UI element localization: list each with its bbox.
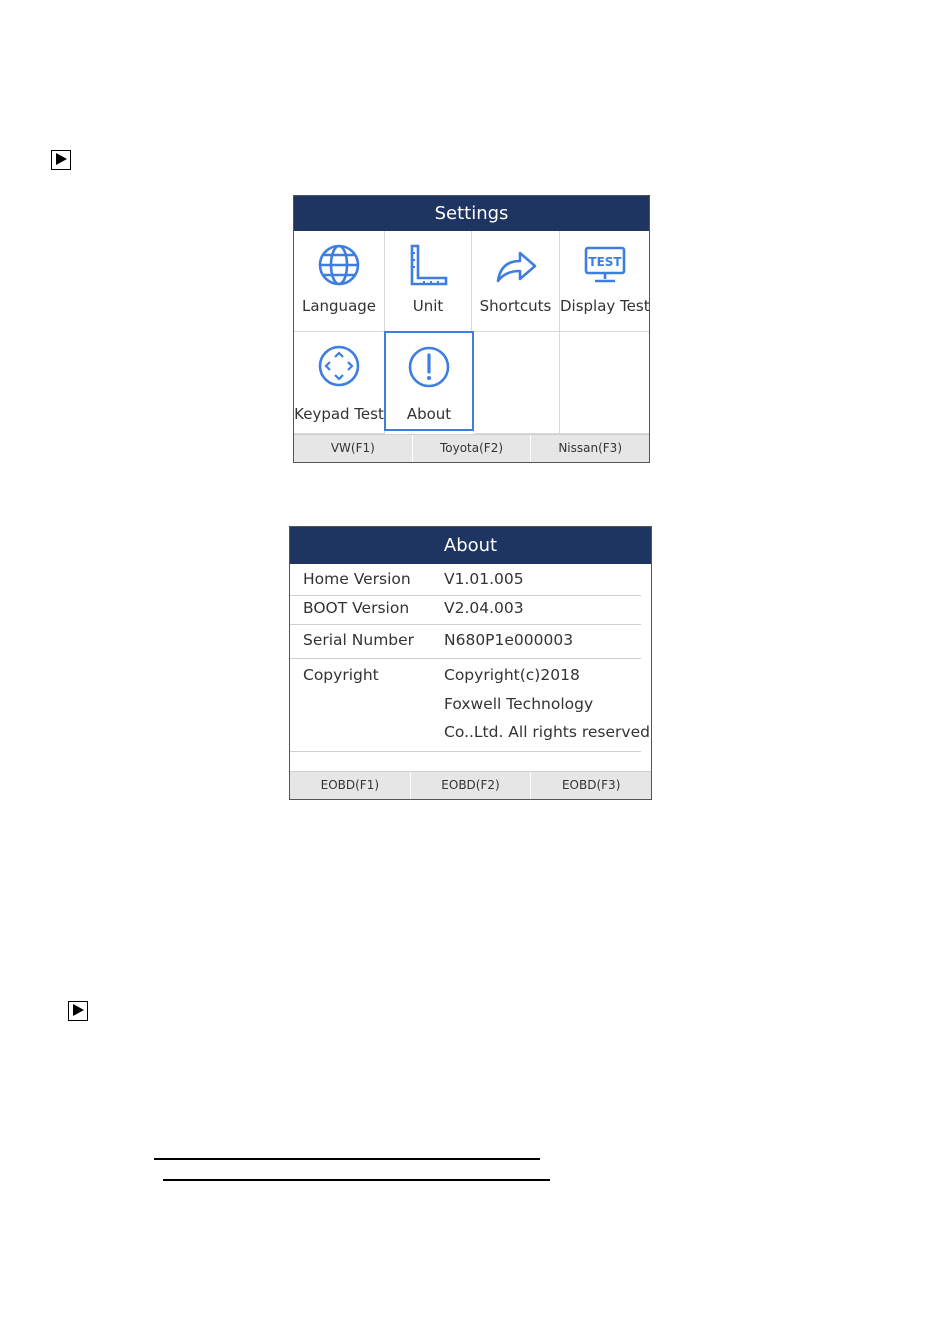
row-value: N680P1e000003 [444,631,574,649]
info-row-boot-version [290,595,641,625]
about-screen [289,526,652,800]
tile-label: Language [301,297,377,315]
row-key: BOOT Version [303,599,410,617]
tile-shortcuts[interactable] [472,231,560,332]
info-row-copyright [290,658,650,752]
f2-button[interactable]: EOBD(F2) [411,772,532,799]
settings-footer [294,434,649,462]
row-key: Home Version [303,570,411,588]
tile-keypad-test[interactable] [294,332,385,434]
info-exclamation-icon [407,345,451,389]
row-value: Co..Ltd. All rights reserved [444,723,650,741]
share-arrow-icon [494,243,538,287]
about-info [290,564,651,772]
info-row-serial-number [290,624,641,659]
f3-button[interactable]: EOBD(F3) [561,778,621,792]
tile-empty [474,332,560,434]
row-value: V1.01.005 [444,570,524,588]
f2-button[interactable]: Toyota(F2) [413,435,532,462]
row-key: Copyright [303,666,379,684]
underline-rule [154,1158,540,1160]
info-row-home-version [290,564,641,596]
globe-icon [317,243,361,287]
row-value: V2.04.003 [444,599,524,617]
tile-unit[interactable] [385,231,472,332]
tile-empty [560,332,649,434]
play-arrow-icon [68,1001,88,1021]
tile-label: Display Test [560,297,650,315]
tile-label: Keypad Test [294,405,384,423]
f1-button[interactable]: VW(F1) [294,435,413,462]
tile-label: Unit [412,297,444,315]
settings-title: Settings [294,196,649,231]
row-value: Copyright(c)2018 [444,666,580,684]
tile-language[interactable] [294,231,385,332]
row-value: Foxwell Technology [444,695,594,713]
tile-display-test[interactable] [560,231,649,332]
settings-screen [293,195,650,463]
test-monitor-icon [583,243,627,287]
settings-grid [294,231,649,434]
row-key: Serial Number [303,631,415,649]
about-title: About [290,527,651,564]
f1-button[interactable]: EOBD(F1) [290,772,411,799]
ruler-icon [406,243,450,287]
tile-label: About [406,405,452,423]
tile-label: Shortcuts [479,297,552,315]
about-footer [290,771,651,799]
svg-text:TEST: TEST [587,255,622,269]
underline-rule [163,1179,550,1181]
play-arrow-icon [51,150,71,170]
keypad-icon [317,344,361,388]
f3-button[interactable]: Nissan(F3) [558,441,623,455]
tile-about[interactable] [384,331,474,431]
